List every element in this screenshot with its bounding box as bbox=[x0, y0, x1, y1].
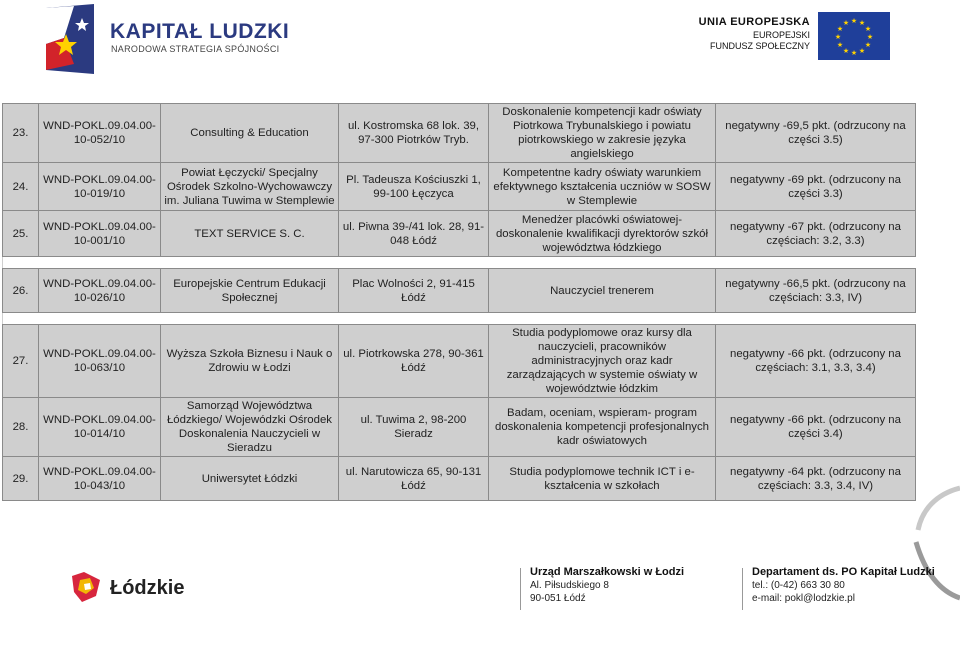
application-number: WND-POKL.09.04.00-10-026/10 bbox=[39, 269, 161, 313]
application-number: WND-POKL.09.04.00-10-001/10 bbox=[39, 211, 161, 257]
eu-title: UNIA EUROPEJSKA bbox=[698, 16, 810, 28]
project-title: Menedżer placówki oświatowej- doskonalenie kwalifikacji dyrektorów szkół województwa łódzkiego bbox=[489, 211, 716, 257]
application-number: WND-POKL.09.04.00-10-052/10 bbox=[39, 104, 161, 163]
applicant-address: Pl. Tadeusza Kościuszki 1, 99-100 Łęczyca bbox=[339, 163, 489, 211]
svg-text:★: ★ bbox=[858, 47, 866, 55]
svg-text:★: ★ bbox=[834, 33, 842, 41]
lodzkie-logo-text: Łódzkie bbox=[110, 577, 185, 599]
applicant-address: ul. Tuwima 2, 98-200 Sieradz bbox=[339, 398, 489, 457]
applicant-name: Uniwersytet Łódzki bbox=[161, 457, 339, 501]
svg-text:★: ★ bbox=[836, 41, 844, 49]
kapital-ludzki-flag-icon bbox=[44, 4, 96, 74]
lodzkie-logo bbox=[70, 568, 200, 608]
evaluation-result: negatywny -66,5 pkt. (odrzucony na częściach: 3.3, IV) bbox=[716, 269, 916, 313]
kapital-ludzki-subtitle: NARODOWA STRATEGIA SPÓJNOŚCI bbox=[111, 44, 280, 54]
table-row bbox=[3, 104, 916, 163]
department-email[interactable]: e-mail: pokl@lodzkie.pl bbox=[752, 593, 855, 604]
project-title: Kompetentne kadry oświaty warunkiem efektywnego kształcenia uczniów w SOSW w Stemplewie bbox=[489, 163, 716, 211]
row-number: 24. bbox=[3, 163, 39, 211]
eu-flag-icon bbox=[818, 12, 890, 60]
project-title: Badam, oceniam, wspieram- program doskonalenia kompetencji profesjonalnych kadr oświatowych bbox=[489, 398, 716, 457]
project-title: Nauczyciel trenerem bbox=[489, 269, 716, 313]
applicant-address: ul. Narutowicza 65, 90-131 Łódź bbox=[339, 457, 489, 501]
applicant-name: Samorząd Województwa Łódzkiego/ Wojewódzki Ośrodek Doskonalenia Nauczycieli w Sieradzu bbox=[161, 398, 339, 457]
footer-divider bbox=[742, 568, 743, 610]
project-title: Doskonalenie kompetencji kadr oświaty Piotrkowa Trybunalskiego i powiatu piotrkowskiego w zakresie języka angielskiego bbox=[489, 104, 716, 163]
applicant-address: Plac Wolności 2, 91-415 Łódź bbox=[339, 269, 489, 313]
office-name: Urząd Marszałkowski w Łodzi bbox=[530, 566, 685, 578]
table-row bbox=[3, 325, 916, 398]
footer-department bbox=[752, 566, 935, 604]
eu-subtitle-1: EUROPEJSKI bbox=[752, 30, 810, 40]
application-number: WND-POKL.09.04.00-10-019/10 bbox=[39, 163, 161, 211]
table-row bbox=[3, 211, 916, 257]
application-number: WND-POKL.09.04.00-10-063/10 bbox=[39, 325, 161, 398]
applicant-address: ul. Piotrkowska 278, 90-361 Łódź bbox=[339, 325, 489, 398]
footer-office bbox=[530, 566, 745, 604]
evaluation-result: negatywny -66 pkt. (odrzucony na części 3.4) bbox=[716, 398, 916, 457]
project-title: Studia podyplomowe oraz kursy dla nauczycieli, pracowników administracyjnych oraz kadr zarządzających w systemie oświaty w województwie łódzkim bbox=[489, 325, 716, 398]
kapital-ludzki-title: KAPITAŁ LUDZKI bbox=[110, 20, 290, 43]
applicant-address: ul. Kostromska 68 lok. 39, 97-300 Piotrków Tryb. bbox=[339, 104, 489, 163]
evaluation-result: negatywny -66 pkt. (odrzucony na częściach: 3.1, 3.3, 3.4) bbox=[716, 325, 916, 398]
evaluation-result: negatywny -67 pkt. (odrzucony na częściach: 3.2, 3.3) bbox=[716, 211, 916, 257]
application-number: WND-POKL.09.04.00-10-014/10 bbox=[39, 398, 161, 457]
department-name: Departament ds. PO Kapitał Ludzki bbox=[752, 566, 935, 578]
table-row bbox=[3, 269, 916, 313]
project-title: Studia podyplomowe technik ICT i e-kształcenia w szkołach bbox=[489, 457, 716, 501]
svg-text:★: ★ bbox=[864, 41, 872, 49]
applicant-name: Europejskie Centrum Edukacji Społecznej bbox=[161, 269, 339, 313]
evaluation-result: negatywny -69,5 pkt. (odrzucony na części 3.5) bbox=[716, 104, 916, 163]
row-number: 23. bbox=[3, 104, 39, 163]
row-number: 29. bbox=[3, 457, 39, 501]
evaluation-result: negatywny -64 pkt. (odrzucony na częściach: 3.3, 3.4, IV) bbox=[716, 457, 916, 501]
table-row bbox=[3, 163, 916, 211]
lodzkie-logo-icon bbox=[70, 570, 104, 604]
svg-text:★: ★ bbox=[842, 47, 850, 55]
applicant-name: Consulting & Education bbox=[161, 104, 339, 163]
row-number: 28. bbox=[3, 398, 39, 457]
eu-subtitle-2: FUNDUSZ SPOŁECZNY bbox=[709, 41, 810, 51]
applicant-address: ul. Piwna 39-/41 lok. 28, 91-048 Łódź bbox=[339, 211, 489, 257]
svg-text:★: ★ bbox=[866, 33, 874, 41]
table-gap bbox=[3, 313, 916, 325]
row-number: 25. bbox=[3, 211, 39, 257]
svg-text:★: ★ bbox=[858, 19, 866, 27]
projects-table bbox=[2, 103, 916, 501]
application-number: WND-POKL.09.04.00-10-043/10 bbox=[39, 457, 161, 501]
table-row bbox=[3, 457, 916, 501]
svg-text:★: ★ bbox=[850, 49, 858, 57]
row-number: 26. bbox=[3, 269, 39, 313]
applicant-name: Powiat Łęczycki/ Specjalny Ośrodek Szkolno-Wychowawczy im. Juliana Tuwima w Stemplewie bbox=[161, 163, 339, 211]
office-street: Al. Piłsudskiego 8 bbox=[530, 580, 609, 591]
svg-text:★: ★ bbox=[850, 17, 858, 25]
evaluation-result: negatywny -69 pkt. (odrzucony na części 3.3) bbox=[716, 163, 916, 211]
svg-text:★: ★ bbox=[842, 19, 850, 27]
svg-text:★: ★ bbox=[836, 25, 844, 33]
kapital-ludzki-logo bbox=[44, 4, 304, 76]
row-number: 27. bbox=[3, 325, 39, 398]
table-gap bbox=[3, 257, 916, 269]
department-phone: tel.: (0-42) 663 30 80 bbox=[752, 580, 845, 591]
table-row bbox=[3, 398, 916, 457]
eu-logo bbox=[690, 12, 905, 64]
applicant-name: Wyższa Szkoła Biznesu i Nauk o Zdrowiu w Łodzi bbox=[161, 325, 339, 398]
svg-text:★: ★ bbox=[864, 25, 872, 33]
footer-divider bbox=[520, 568, 521, 610]
applicant-name: TEXT SERVICE S. C. bbox=[161, 211, 339, 257]
office-city: 90-051 Łódź bbox=[530, 593, 586, 604]
